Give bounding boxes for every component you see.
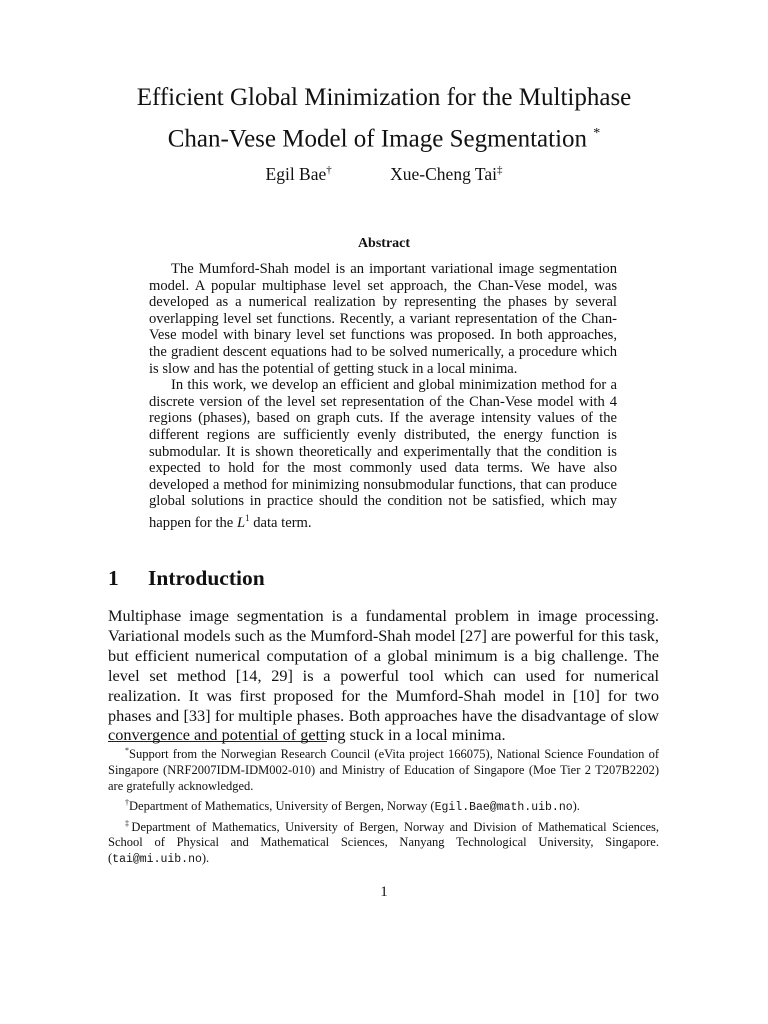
abstract-heading: Abstract — [357, 236, 411, 251]
paper-title — [100, 80, 668, 157]
author-name: Egil Bae — [265, 164, 327, 184]
abstract-body — [149, 261, 617, 531]
introduction-paragraph: Multiphase image segmentation is a fundamental problem in image processing. Variational models such as the Mumford-Shah model [27] are powerful for this task, but efficient numerical computation of a global minimum is a big challenge. The level set method [14, 29] is a powerful tool which can used for numerical realization. It was first proposed for the Mumford-Shah model in [10] for two phases and [33] for multiple phases. Both approaches have the disadvantage of slow convergence and potential of getting stuck in a local minima. — [108, 606, 659, 745]
author-mark: † — [326, 164, 332, 177]
title-line-1: Efficient Global Minimization for the Multiphase — [136, 84, 632, 111]
footnote-author-2 — [108, 816, 659, 869]
author-list — [0, 164, 768, 185]
abstract-paragraph-2-text: In this work, we develop an efficient and global minimization method for a discrete version of the level set representation of the Chan-Vese model with 4 regions (phases), based on graph cuts. If the average intensity values of the different regions are sufficiently evenly distributed, the energy function is submodular. It is shown theoretically and experimentally that the condition is expected to hold for the most commonly used data terms. We have also developed a method for minimizing nonsubmodular functions, that can produce global solutions in practice should the condition not be satisfied, which may happen for the — [149, 377, 617, 531]
footnote-mark: † — [125, 797, 129, 807]
footnote-funding — [108, 743, 659, 795]
footnote-mark: ‡ — [125, 818, 132, 828]
page-number: 1 — [380, 884, 388, 900]
footnote-text: Department of Mathematics, University of Bergen, Norway and Division of Mathematical Sciences, School of Physical and Mathematical Sciences, Nanyang Technological University, Singapore. ( — [108, 819, 659, 866]
footnote-text: Support from the Norwegian Research Council (eVita project 166075), National Science Foundation of Singapore (NRF2007IDM-IDM002-010) and Ministry of Education of Singapore (Moe Tier 2 T207B2202) are gratefully acknowledged. — [108, 747, 659, 793]
author-name: Xue-Cheng Tai — [390, 164, 497, 184]
footnote-mark: * — [125, 746, 129, 755]
title-footnote-mark: * — [593, 126, 601, 141]
title-line-2: Chan-Vese Model of Image Segmentation — [167, 125, 588, 153]
math-l: L — [236, 514, 246, 531]
abstract-paragraph-2-end: data term. — [249, 514, 312, 531]
section-title: Introduction — [148, 566, 265, 590]
abstract-paragraph-1: The Mumford-Shah model is an important variational image segmentation model. A popular multiphase level set approach, the Chan-Vese model, was developed as a numerical realization by representing the phases by several overlapping level set functions. Recently, a variant representation of the Chan-Vese model with binary level set functions was proposed. In both approaches, the gradient descent equations had to be solved numerically, a procedure which is slow and has the potential of getting stuck in a local minima. — [149, 261, 617, 377]
footnote-text: Department of Mathematics, University of Bergen, Norway ( — [129, 798, 435, 813]
footnote-divider — [108, 741, 327, 742]
section-heading — [108, 566, 668, 591]
abstract-paragraph-2 — [149, 377, 617, 531]
section-number: 1 — [108, 566, 119, 590]
email-link[interactable]: tai@mi.uib.no — [112, 853, 202, 867]
footnote-suffix: ). — [572, 798, 580, 813]
email-link[interactable]: Egil.Bae@math.uib.no — [434, 800, 573, 814]
author-1 — [266, 164, 332, 185]
math-l-exponent: 1 — [245, 512, 250, 523]
footnotes — [108, 743, 659, 868]
footnote-author-1 — [108, 795, 659, 816]
footnote-suffix: ). — [201, 851, 210, 866]
author-mark: ‡ — [496, 164, 503, 177]
author-2 — [390, 164, 502, 185]
